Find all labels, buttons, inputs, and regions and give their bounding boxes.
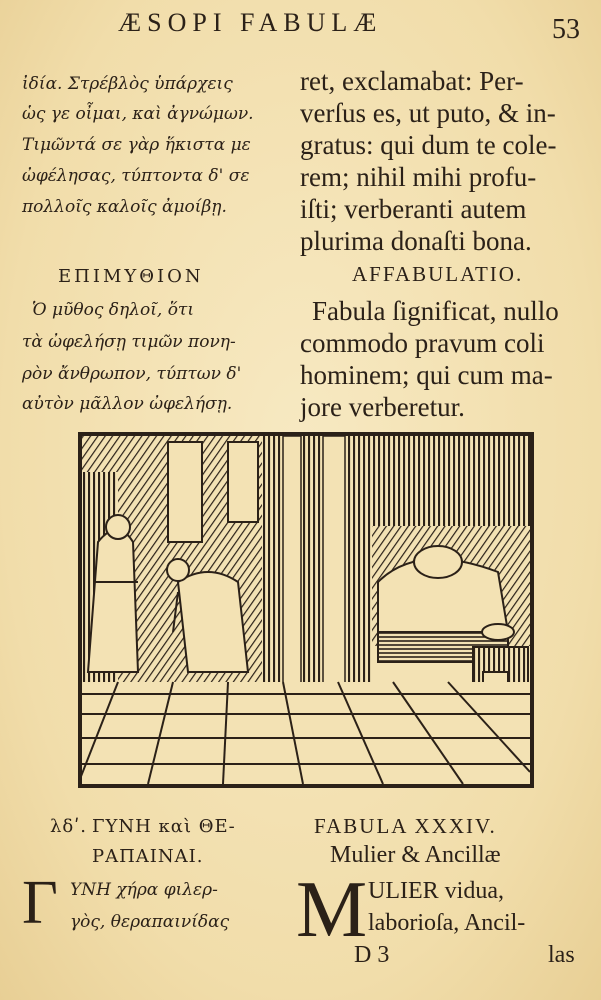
fable-title-greek-line2: ΡΑΠΑΙΝΑΙ. — [92, 846, 204, 867]
epimythion-line-1: Ὁ μῦθος δηλοῖ, ὅτι — [32, 300, 194, 320]
fable-heading-latin: FABULA XXXIV. — [314, 814, 497, 838]
catchword: las — [548, 942, 575, 968]
affabulatio-line-4: jore verberetur. — [300, 392, 465, 422]
greek-line-4: ὠφέλησας, τύπτοντα δ' σε — [22, 166, 250, 186]
greek-fable-text-line2: γὸς, θεραπαινίδας — [70, 912, 230, 932]
greek-dropcap: Γ — [22, 869, 58, 937]
latin-line-6: plurima donaſti bona. — [300, 226, 532, 256]
latin-line-3: gratus: qui dum te cole- — [300, 130, 557, 160]
signature-mark: D 3 — [354, 942, 390, 968]
fable-title-greek-line1: ΓΥΝΗ καὶ ΘΕ- — [92, 816, 236, 837]
latin-line-2: verſus es, ut puto, & in- — [300, 98, 556, 128]
latin-line-5: iſti; verberanti autem — [300, 194, 527, 224]
latin-line-4: rem; nihil mihi profu- — [300, 162, 537, 192]
epimythion-line-3: ρὸν ἄνθρωπον, τύπτων δ' — [22, 364, 242, 384]
affabulatio-line-1: Fabula ſignificat, nullo — [312, 296, 559, 326]
latin-fable-text-line2: laborioſa, Ancil- — [368, 910, 526, 936]
latin-fable-text-line1: ULIER vidua, — [368, 878, 504, 904]
greek-fable-text-line1: ΥΝΗ χήρα φιλερ- — [70, 880, 218, 900]
fable-number-greek: λδʹ. — [50, 816, 87, 837]
woodcut-illustration — [78, 432, 534, 788]
affabulatio-line-3: hominem; qui cum ma- — [300, 360, 553, 390]
epimythion-line-4: αὐτὸν μᾶλλον ὠφελήσῃ. — [22, 394, 233, 414]
greek-line-1: ἰδία. Στρέβλὸς ὑπάρχεις — [22, 74, 233, 94]
fable-subtitle-latin: Mulier & Ancillæ — [330, 842, 501, 868]
affabulatio-heading: AFFABULATIO. — [352, 262, 524, 286]
epimythion-heading: ΕΠΙΜΥΘΙΟΝ — [58, 266, 204, 287]
affabulatio-line-2: commodo pravum coli — [300, 328, 545, 358]
epimythion-line-2: τὰ ὠφελήσῃ τιμῶν πονη- — [22, 332, 236, 352]
latin-line-1: ret, exclamabat: Per- — [300, 66, 524, 96]
greek-line-5: πολλοῖς καλοῖς ἀμοίβῃ. — [22, 197, 227, 217]
greek-line-2: ὡς γε οἶμαι, καὶ ἀγνώμων. — [22, 104, 254, 124]
page-number: 53 — [552, 14, 580, 45]
greek-line-3: Τιμῶντά σε γὰρ ἥκιστα με — [22, 135, 251, 155]
running-title: ÆSOPI FABULÆ — [118, 8, 383, 37]
latin-dropcap: M — [296, 866, 368, 954]
